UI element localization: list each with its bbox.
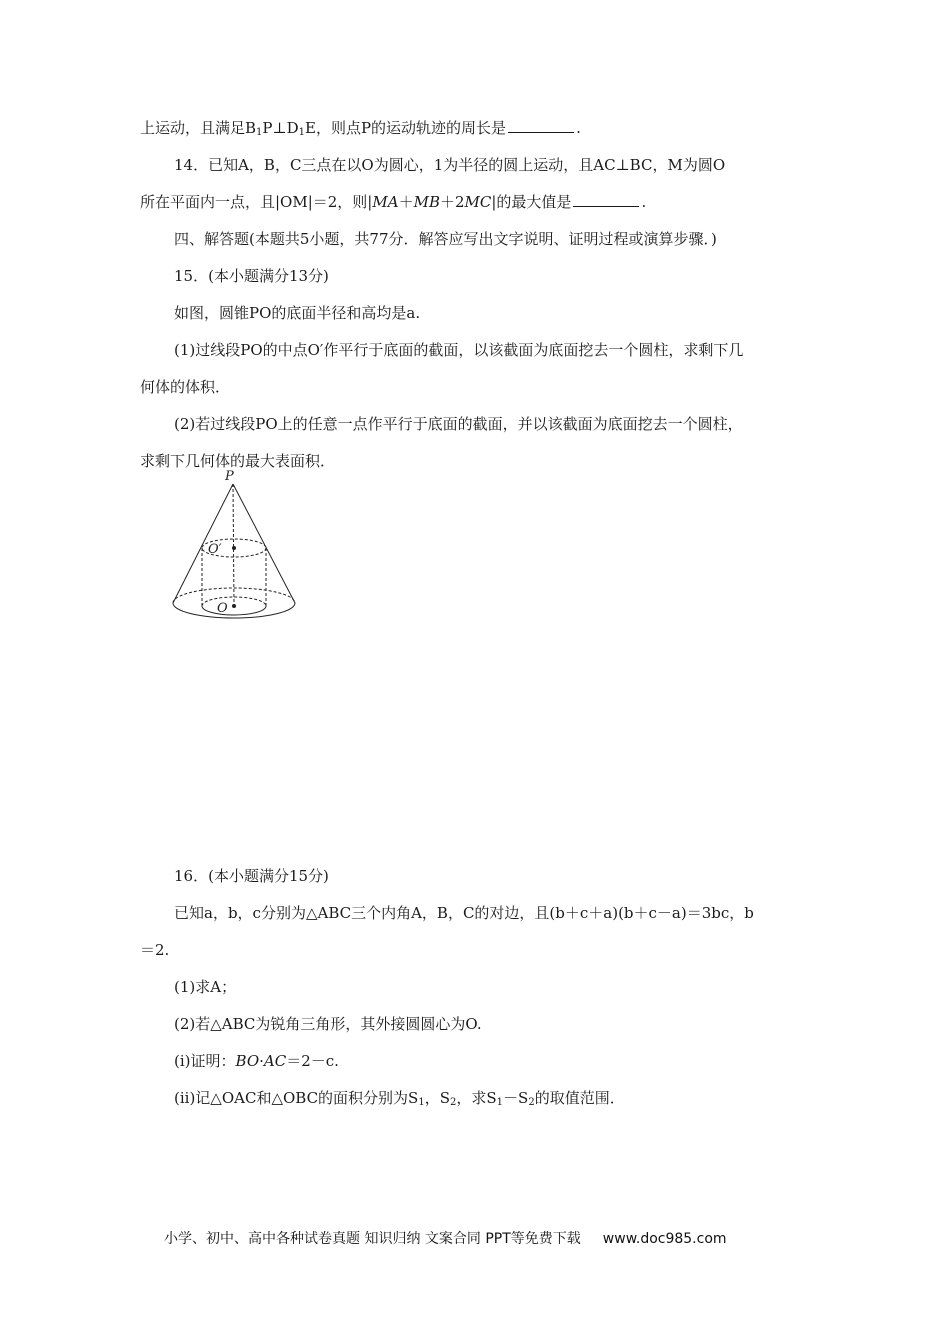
q14-line-2 bbox=[140, 192, 646, 212]
label-o: O bbox=[217, 601, 228, 616]
q16-part2-i bbox=[174, 1051, 339, 1071]
q16-part1: (1)求A； bbox=[174, 978, 237, 996]
q16-ii-sub-3: 1 bbox=[496, 1097, 504, 1108]
q13-text-b: P⊥D bbox=[262, 119, 299, 137]
q13-tail-line bbox=[140, 118, 581, 138]
vector-ac: AC bbox=[263, 1052, 287, 1070]
cone-cylinder-figure bbox=[168, 466, 300, 634]
q13-answer-blank bbox=[508, 118, 574, 133]
q16-i-post: ＝2－c. bbox=[286, 1052, 339, 1070]
q15-part2-line1: (2)若过线段PO上的任意一点作平行于底面的截面，并以该截面为底面挖去一个圆柱， bbox=[174, 415, 743, 433]
q16-ii-e: 的取值范围． bbox=[534, 1089, 625, 1107]
q16-ii-d: －S bbox=[503, 1089, 529, 1107]
cone-right-side bbox=[233, 484, 295, 603]
q16-line-1: 已知a，b，c分别为△ABC三个内角A，B，C的对边，且(b＋c＋a)(b＋c－a)＝3bc，b bbox=[174, 904, 754, 922]
q14-answer-blank bbox=[573, 192, 639, 207]
q15-part2-line2: 求剩下几何体的最大表面积． bbox=[140, 452, 336, 470]
vector-mc: MC bbox=[464, 193, 492, 211]
q13-sub-2: 1 bbox=[298, 127, 306, 138]
label-p: P bbox=[225, 469, 234, 484]
q16-ii-sub-4: 2 bbox=[528, 1097, 535, 1108]
vector-bo: BO bbox=[235, 1052, 260, 1070]
point-o-prime bbox=[232, 546, 236, 550]
q16-ii-a: (ii)记△OAC和△OBC的面积分别为S bbox=[174, 1089, 419, 1107]
q14-text-pre: 所在平面内一点，且|OM|＝2，则| bbox=[140, 193, 373, 211]
q16-i-dot: · bbox=[259, 1052, 264, 1070]
q15-part1-line2: 何体的体积． bbox=[140, 378, 231, 396]
q16-part2: (2)若△ABC为锐角三角形，其外接圆圆心为O. bbox=[174, 1015, 482, 1033]
q16-line-2: ＝2. bbox=[140, 941, 170, 959]
cone-left-side bbox=[173, 484, 233, 603]
q14-text-post: |的最大值是 bbox=[491, 193, 572, 211]
q14-line-1: 14．已知A，B，C三点在以O为圆心，1为半径的圆上运动，且AC⊥BC，M为圆O bbox=[174, 156, 726, 174]
q16-heading: 16．(本小题满分15分) bbox=[174, 867, 329, 885]
q16-ii-sub-1: 1 bbox=[418, 1097, 425, 1108]
q16-ii-b: ，S bbox=[424, 1089, 450, 1107]
point-o bbox=[232, 604, 236, 608]
q13-end: . bbox=[576, 119, 581, 137]
q16-ii-c: ，求S bbox=[456, 1089, 497, 1107]
q15-intro: 如图，圆锥PO的底面半径和高均是a. bbox=[174, 304, 421, 322]
vector-mb: MB bbox=[413, 193, 440, 211]
q13-sub-1: 1 bbox=[256, 127, 263, 138]
q16-ii-sub-2: 2 bbox=[450, 1097, 457, 1108]
q16-part2-ii bbox=[174, 1088, 625, 1108]
q13-text-a: 上运动，且满足B bbox=[140, 119, 257, 137]
q16-i-pre: (i)证明： bbox=[174, 1052, 236, 1070]
q14-plus-2: ＋2 bbox=[439, 193, 465, 211]
q13-text-c: E，则点P的运动轨迹的周长是 bbox=[305, 119, 507, 137]
section-4-heading: 四、解答题(本题共5小题，共77分．解答应写出文字说明、证明过程或演算步骤．) bbox=[174, 230, 717, 248]
q15-part1-line1: (1)过线段PO的中点O′作平行于底面的截面，以该截面为底面挖去一个圆柱，求剩下几 bbox=[174, 341, 744, 359]
q14-plus-1: ＋ bbox=[398, 193, 414, 211]
footer-text: 小学、初中、高中各种试卷真题 知识归纳 文案合同 PPT等免费下载 bbox=[164, 1231, 581, 1247]
q15-heading: 15．(本小题满分13分) bbox=[174, 267, 329, 285]
footer-url[interactable]: www.doc985.com bbox=[602, 1231, 727, 1247]
q14-end: . bbox=[641, 193, 647, 211]
vector-ma: MA bbox=[372, 193, 399, 211]
label-o-prime: O′ bbox=[208, 542, 222, 557]
page-footer bbox=[164, 1229, 727, 1249]
